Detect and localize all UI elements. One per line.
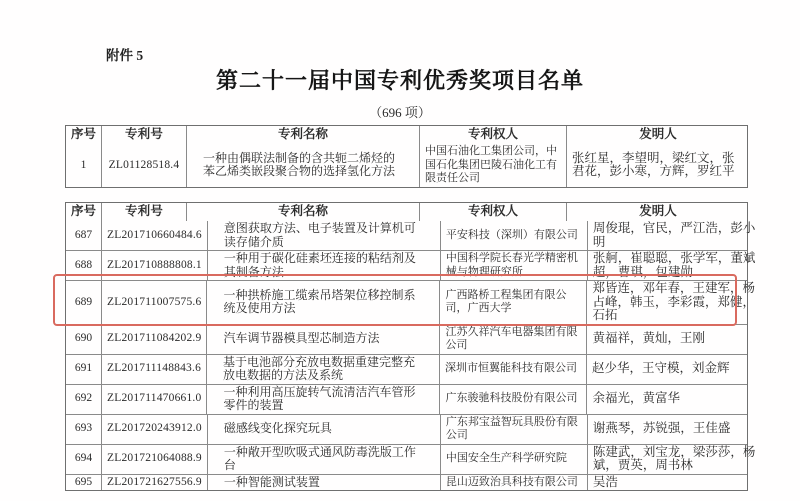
table-row	[66, 354, 747, 384]
column-header-patent-number: 专利号	[101, 203, 186, 221]
cell-patentee: 平安科技（深圳）有限公司	[440, 221, 587, 250]
cell-patentee: 深圳市恒翼能科技有限公司	[439, 355, 586, 384]
cell-patent-name: 一种利用高压旋转气流清洁汽车管形零件的装置	[206, 385, 439, 414]
cell-serial: 692	[74, 392, 93, 405]
column-header-patent-number: 专利号	[101, 126, 186, 144]
table-row	[66, 250, 756, 280]
cell-patent-name: 一种由偶联法制备的含共轭二烯烃的苯乙烯类嵌段聚合物的选择氢化方法	[186, 144, 419, 187]
cell-inventors: 周俊琨，官民，严江浩，彭小明	[587, 221, 770, 250]
cell-serial: 694	[74, 452, 93, 465]
table-row	[66, 144, 747, 187]
cell-serial: 687	[74, 228, 93, 241]
cell-patentee: 中国安全生产科学研究院	[440, 445, 587, 474]
cell-patent-number: ZL01128518.4	[101, 144, 186, 187]
page-title: 第二十一届中国专利优秀奖项目名单	[215, 68, 584, 93]
column-header-inventors: 发明人	[566, 203, 749, 221]
table-row	[66, 324, 747, 354]
cell-inventors: 张舸，崔聪聪，张学军，董斌超，曹琪，包建勋	[587, 251, 770, 280]
cell-serial: 690	[74, 332, 93, 345]
cell-patentee: 中国石油化工集团公司，中国石化集团巴陵石油化工有限责任公司	[419, 144, 566, 187]
cell-serial: 688	[74, 258, 93, 271]
cell-patent-number: ZL201720243912.0	[101, 415, 207, 444]
table-row	[66, 414, 747, 444]
table-header-row	[66, 126, 747, 144]
cell-inventors: 赵少华，王守模，刘金辉	[586, 355, 769, 384]
table-row	[66, 444, 756, 474]
cell-inventors: 张红星，李望明，梁红文，张君花，彭小寒，方辉，罗红平	[566, 144, 749, 187]
cell-inventors: 余福光，黄富华	[586, 385, 769, 414]
column-header-patent-name: 专利名称	[186, 126, 419, 144]
table-row	[66, 384, 747, 414]
column-header-patent-name: 专利名称	[186, 203, 419, 221]
cell-patent-name: 一种敞开型吹吸式通风防毒洗版工作台	[207, 445, 440, 474]
cell-patent-number: ZL201710888808.1	[101, 251, 207, 280]
table-header-row	[66, 203, 747, 221]
attachment-label: 附件 5	[106, 48, 144, 63]
cell-patent-number: ZL201710660484.6	[101, 221, 207, 250]
cell-patent-number: ZL201721627556.9	[101, 475, 207, 491]
cell-patent-number: ZL201721064088.9	[101, 445, 207, 474]
cell-patent-number: ZL201711007575.6	[101, 281, 206, 324]
cell-serial: 693	[74, 422, 93, 435]
patent-table-top	[65, 125, 748, 188]
cell-serial: 689	[74, 295, 93, 308]
table-row	[66, 221, 756, 250]
page-subtitle: （696 项）	[369, 105, 431, 120]
cell-patent-name: 意图获取方法、电子装置及计算机可读存储介质	[207, 221, 440, 250]
cell-inventors: 陈建武，刘宝龙，梁莎莎，杨斌，贾英，周书林	[587, 445, 770, 474]
cell-inventors: 吴浩	[587, 475, 770, 491]
cell-patentee: 广东骏驰科技股份有限公司	[439, 385, 586, 414]
cell-patent-name: 一种拱桥施工缆索吊塔架位移控制系统及使用方法	[206, 281, 439, 324]
cell-patent-name: 一种智能测试装置	[207, 475, 440, 491]
cell-patentee: 昆山迈致治具科技有限公司	[440, 475, 587, 491]
cell-patentee: 中国科学院长春光学精密机械与物理研究所	[440, 251, 587, 280]
cell-serial: 695	[74, 475, 93, 488]
table-body	[66, 144, 747, 187]
column-header-serial: 序号	[70, 204, 96, 219]
table-row	[66, 280, 755, 324]
column-header-patentee: 专利权人	[419, 126, 566, 144]
cell-patent-name: 基于电池部分充放电数据重建完整充放电数据的方法及系统	[206, 355, 439, 384]
cell-patentee: 江苏久祥汽车电器集团有限公司	[439, 325, 586, 354]
cell-patent-number: ZL201711148843.6	[101, 355, 206, 384]
cell-patent-number: ZL201711084202.9	[101, 325, 206, 354]
cell-patent-name: 磁感线变化探究玩具	[207, 415, 440, 444]
column-header-serial: 序号	[70, 127, 96, 142]
cell-patent-name: 汽车调节器模具型芯制造方法	[206, 325, 439, 354]
cell-serial: 691	[74, 362, 93, 375]
cell-inventors: 黄福祥，黄灿，王刚	[586, 325, 769, 354]
cell-patentee: 广西路桥工程集团有限公司，广西大学	[439, 281, 586, 324]
table-row	[66, 474, 747, 491]
column-header-patentee: 专利权人	[419, 203, 566, 221]
cell-serial: 1	[80, 158, 87, 171]
cell-inventors: 郑皆连，邓年春，王建军，杨占峰，韩玉，李彩霞，郑健，石拓	[586, 281, 769, 324]
cell-patent-name: 一种用于碳化硅素坯连接的粘结剂及其制备方法	[207, 251, 440, 280]
table-body	[66, 221, 756, 490]
column-header-inventors: 发明人	[566, 126, 749, 144]
cell-inventors: 谢燕琴，苏锐强，王佳盛	[587, 415, 770, 444]
patent-table-main	[65, 202, 756, 491]
cell-patentee: 广东邦宝益智玩具股份有限公司	[440, 415, 587, 444]
cell-patent-number: ZL201711470661.0	[101, 385, 206, 414]
